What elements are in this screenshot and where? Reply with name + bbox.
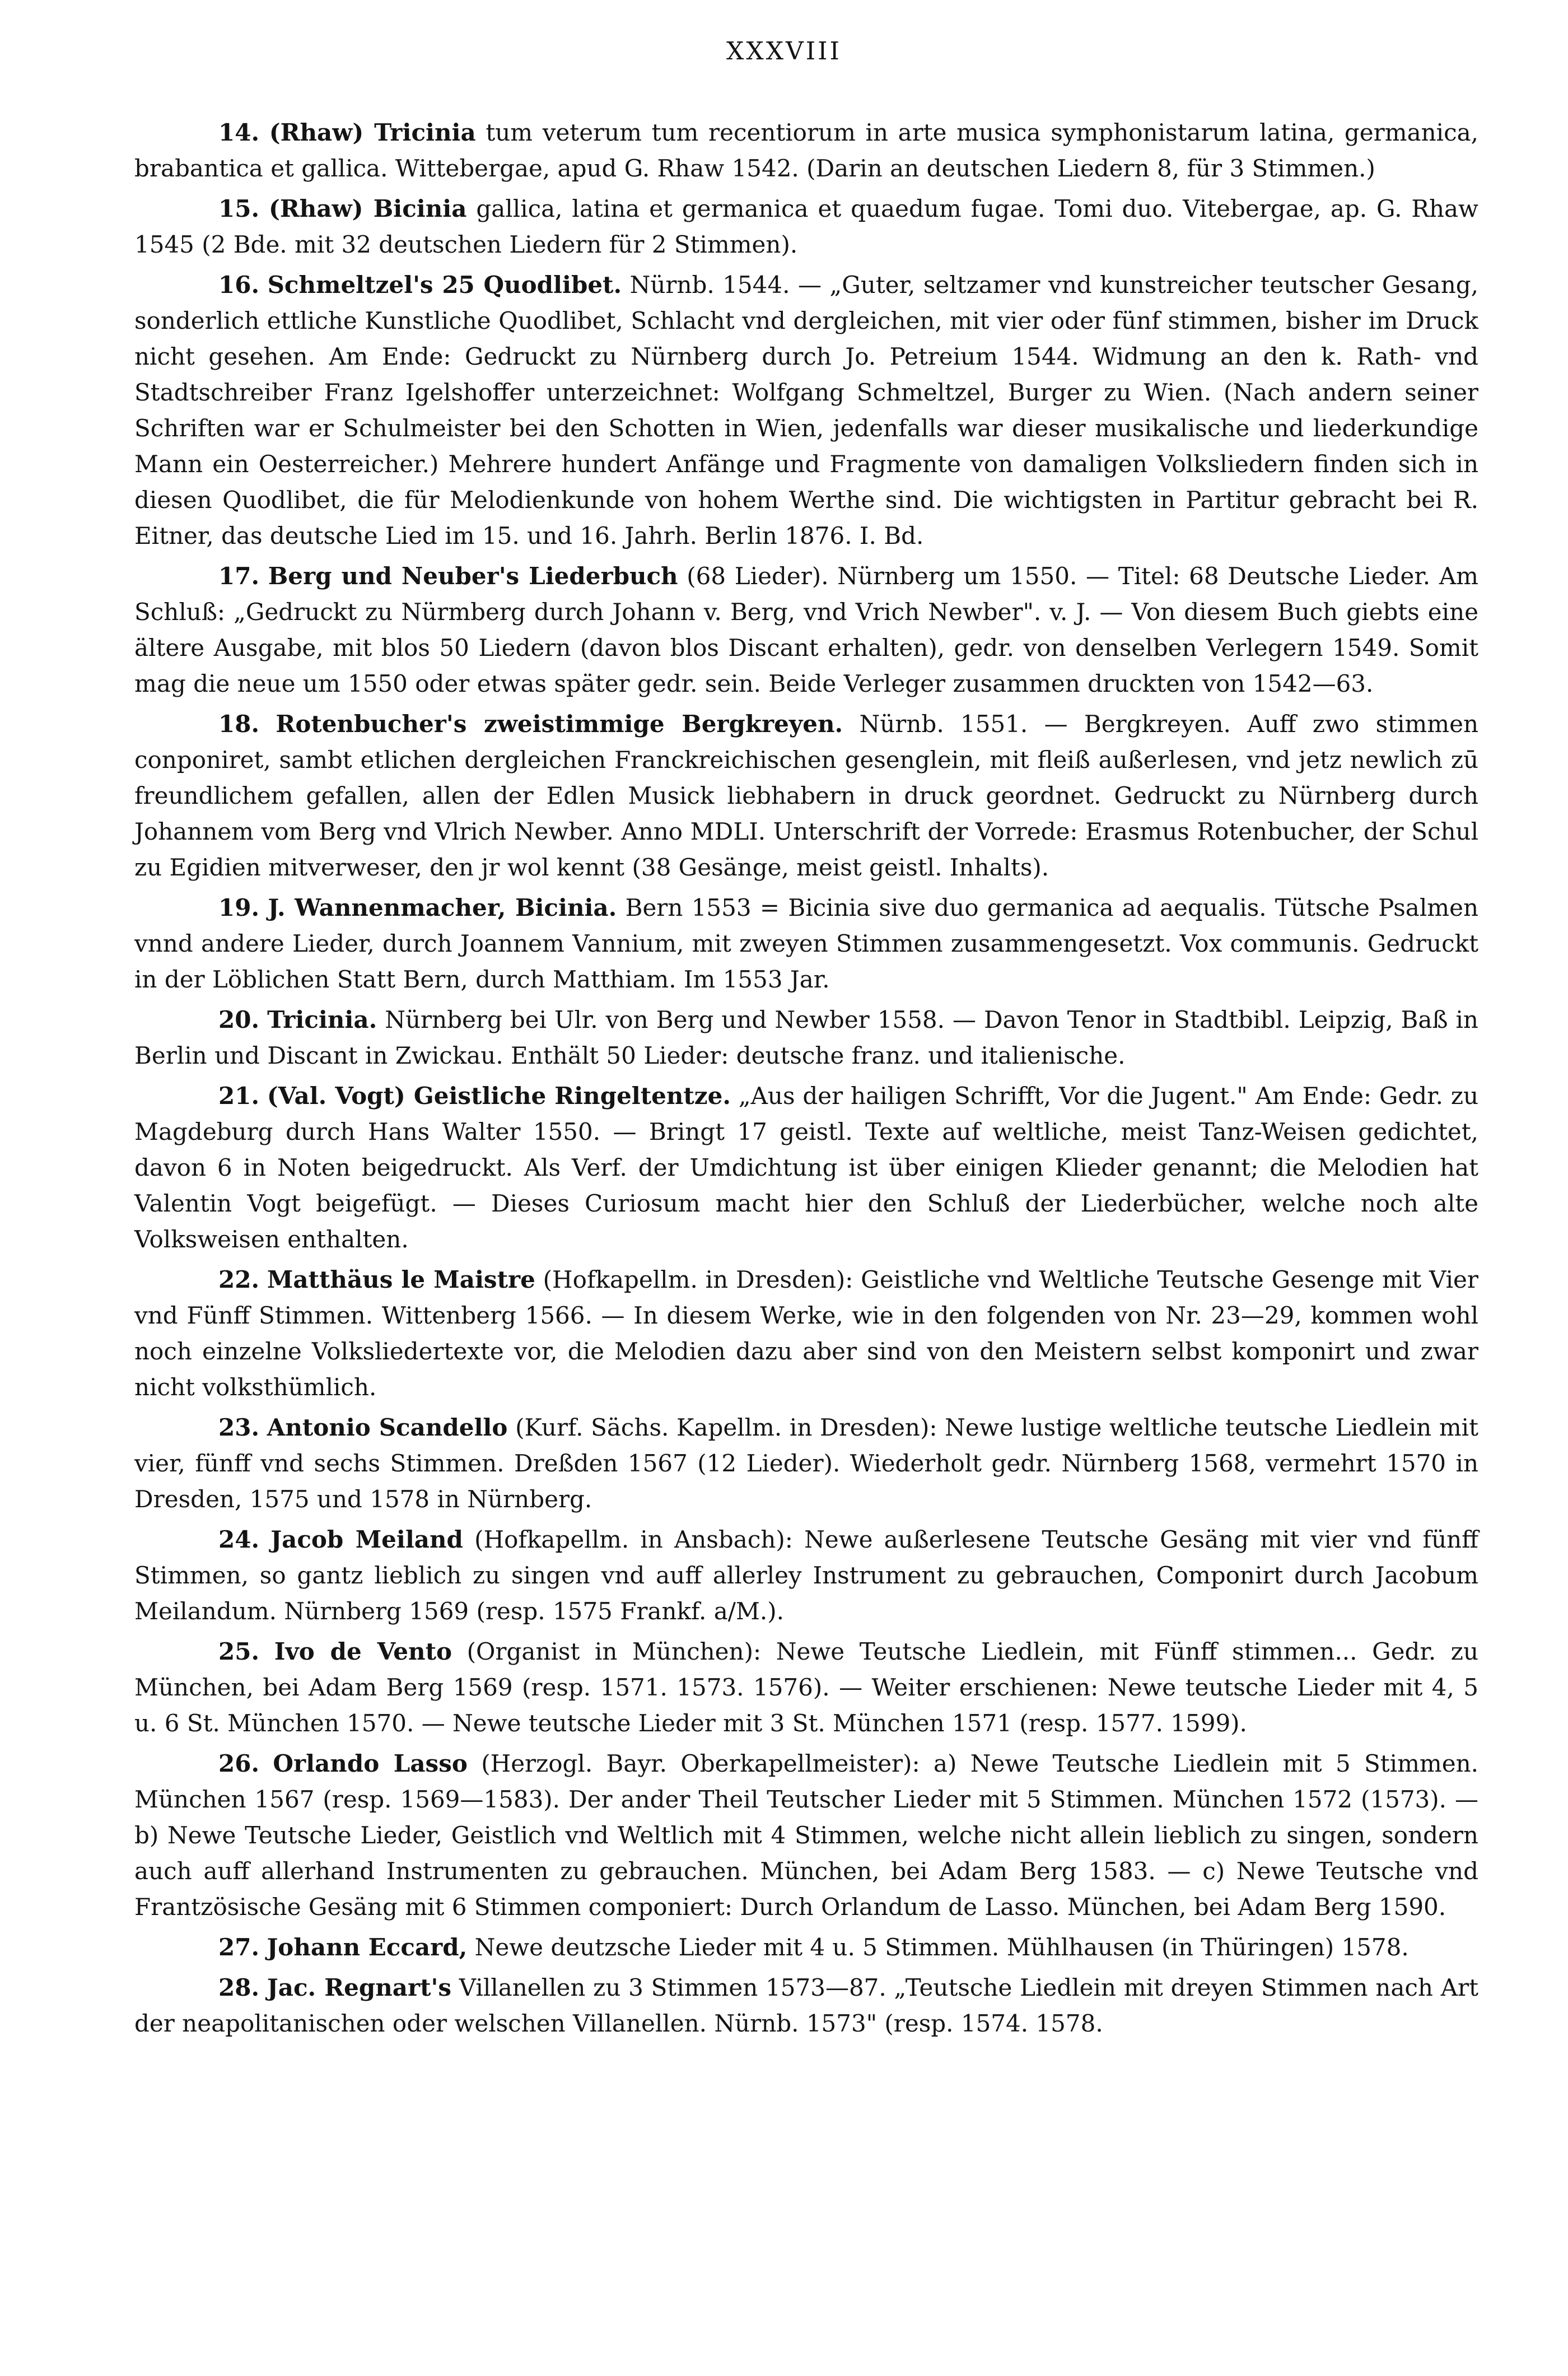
entry-number: 19.	[218, 894, 260, 921]
entry-number: 16.	[218, 271, 260, 299]
entry-text: Bern 1553 = Bicinia sive duo germanica ad aequalis. Tütsche Psalmen vnnd andere Lieder, durch Joannem Vannium, mit zweyen Stimmen zusammengesetzt. Vox communis. Gedruckt in der Löblichen Statt Bern, durch Matthiam. Im 1553 Jar.	[134, 894, 1479, 993]
entry-number: 25.	[218, 1638, 260, 1665]
entry-title: (Rhaw) Bicinia	[269, 195, 467, 222]
entry-number: 23.	[218, 1414, 260, 1441]
entry	[134, 1002, 1478, 1074]
entry-number: 17.	[218, 562, 260, 590]
entry-number: 21.	[218, 1082, 260, 1110]
entry-title: (Val. Vogt) Geistliche Ringeltentze.	[267, 1082, 731, 1110]
entry	[134, 558, 1478, 702]
entry-number: 14.	[218, 119, 260, 146]
entry-number: 26.	[218, 1750, 260, 1777]
entry-number: 20.	[218, 1006, 260, 1033]
entry-title: Antonio Scandello	[267, 1414, 508, 1441]
entry-text: (Organist in München): Newe Teutsche Liedlein, mit Fünff stimmen... Gedr. zu München, bei Adam Berg 1569 (resp. 1571. 1573. 1576). — Weiter erschienen: Newe teutsche Lieder mit 4, 5 u. 6 St. München 1570. — Newe teutsche Lieder mit 3 St. München 1571 (resp. 1577. 1599).	[134, 1638, 1478, 1737]
entry-text: Villanellen zu 3 Stimmen 1573—87. „Teutsche Liedlein mit dreyen Stimmen nach Art der neapolitanischen oder welschen Villanellen. Nürnb. 1573" (resp. 1574. 1578.	[134, 1974, 1479, 2037]
entry-text: Nürnb. 1544. — „Guter, seltzamer vnd kunstreicher teutscher Gesang, sonderlich ettliche Kunstliche Quodlibet, Schlacht vnd dergleichen, mit vier oder fünf stimmen, bisher im Druck nicht gesehen. Am Ende: Gedruckt zu Nürnberg durch Jo. Petreium 1544. Widmung an den k. Rath- vnd Stadtschreiber Franz Igelshoffer unterzeichnet: Wolfgang Schmeltzel, Burger zu Wien. (Nach andern seiner Schriften war er Schulmeister bei den Schotten in Wien, jedenfalls war dieser musikalische und liederkundige Mann ein Oesterreicher.) Mehrere hundert Anfänge und Fragmente von damaligen Volksliedern finden sich in diesen Quodlibet, die für Melodienkunde von hohem Werthe sind. Die wichtigsten in Partitur gebracht bei R. Eitner, das deutsche Lied im 15. und 16. Jahrh. Berlin 1876. I. Bd.	[134, 271, 1478, 549]
entry-title: Orlando Lasso	[273, 1750, 468, 1777]
entry-text: tum veterum tum recentiorum in arte musica symphonistarum latina, germanica, brabantica et gallica. Wittebergae, apud G. Rhaw 1542. (Darin an deutschen Liedern 8, für 3 Stimmen.)	[134, 119, 1479, 182]
entry-title: (Rhaw) Tricinia	[269, 119, 476, 146]
entry-title: Tricinia.	[267, 1006, 377, 1033]
entry-title: Schmeltzel's 25 Quodlibet.	[267, 271, 622, 299]
entry-text: (Herzogl. Bayr. Oberkapellmeister): a) Newe Teutsche Liedlein mit 5 Stimmen. München 1567 (resp. 1569—1583). Der ander Theil Teutscher Lieder mit 5 Stimmen. München 1572 (1573). — b) Newe Teutsche Lieder, Geistlich vnd Weltlich mit 4 Stimmen, welche nicht allein lieblich zu singen, sondern auch auff allerhand Instrumenten zu gebrauchen. München, bei Adam Berg 1583. — c) Newe Teutsche vnd Frantzösische Gesäng mit 6 Stimmen componiert: Durch Orlandum de Lasso. München, bei Adam Berg 1590.	[134, 1750, 1478, 1921]
entry-text: Nürnb. 1551. — Bergkreyen. Auff zwo stimmen conponiret, sambt etlichen dergleichen Franckreichischen gesenglein, mit fleiß außerlesen, vnd jetz newlich zū freundlichem gefallen, allen der Edlen Musick liebhabern in druck geordnet. Gedruckt zu Nürnberg durch Johannem vom Berg vnd Vlrich Newber. Anno MDLI. Unterschrift der Vorrede: Erasmus Rotenbucher, der Schul zu Egidien mitverweser, den jr wol kennt (38 Gesänge, meist geistl. Inhalts).	[134, 710, 1478, 881]
entry-title: Rotenbucher's zweistimmige Bergkreyen.	[276, 710, 843, 738]
entry	[134, 1634, 1478, 1741]
entry-list	[134, 115, 1478, 2046]
entry	[134, 890, 1478, 998]
entry-number: 27.	[218, 1934, 260, 1961]
entry-title: Jacob Meiland	[270, 1526, 463, 1553]
entry	[134, 115, 1478, 187]
entry	[134, 1522, 1478, 1629]
entry-title: Berg und Neuber's Liederbuch	[268, 562, 678, 590]
entry	[134, 1078, 1478, 1257]
entry	[134, 267, 1478, 554]
entry	[134, 706, 1478, 886]
entry	[134, 1970, 1478, 2042]
entry-number: 15.	[218, 195, 260, 222]
entry-text: (68 Lieder). Nürnberg um 1550. — Titel: 68 Deutsche Lieder. Am Schluß: „Gedruckt zu Nürmberg durch Johann v. Berg, vnd Vrich Newber". v. J. — Von diesem Buch giebts eine ältere Ausgabe, mit blos 50 Liedern (davon blos Discant erhalten), gedr. von denselben Verlegern 1549. Somit mag die neue um 1550 oder etwas später gedr. sein. Beide Verleger zusammen druckten von 1542—63.	[134, 562, 1478, 697]
entry-text: (Hofkapellm. in Dresden): Geistliche vnd Weltliche Teutsche Gesenge mit Vier vnd Fünff Stimmen. Wittenberg 1566. — In diesem Werke, wie in den folgenden von Nr. 23—29, kommen wohl noch einzelne Volksliedertexte vor, die Melodien dazu aber sind von den Meistern selbst komponirt und zwar nicht volksthümlich.	[134, 1266, 1478, 1401]
entry-text: gallica, latina et germanica et quaedum fugae. Tomi duo. Vitebergae, ap. G. Rhaw 1545 (2 Bde. mit 32 deutschen Liedern für 2 Stimmen).	[134, 195, 1479, 258]
entry	[134, 191, 1478, 263]
entry-title: Jac. Regnart's	[267, 1974, 451, 2001]
entry-number: 24.	[218, 1526, 260, 1553]
entry-number: 28.	[218, 1974, 260, 2001]
page-number: XXXVIII	[726, 37, 842, 66]
entry-title: J. Wannenmacher, Bicinia.	[268, 894, 617, 921]
entry-text: Nürnberg bei Ulr. von Berg und Newber 1558. — Davon Tenor in Stadtbibl. Leipzig, Baß in Berlin und Discant in Zwickau. Enthält 50 Lieder: deutsche franz. und italienische.	[134, 1006, 1478, 1069]
entry-number: 18.	[218, 710, 260, 738]
entry-number: 22.	[218, 1266, 260, 1293]
entry	[134, 1410, 1478, 1517]
entry-title: Johann Eccard,	[267, 1934, 468, 1961]
entry-text: „Aus der hailigen Schrifft, Vor die Jugent." Am Ende: Gedr. zu Magdeburg durch Hans Walter 1550. — Bringt 17 geistl. Texte auf weltliche, meist Tanz-Weisen gedichtet, davon 6 in Noten beigedruckt. Als Verf. der Umdichtung ist über einigen Klieder genannt; die Melodien hat Valentin Vogt beigefügt. — Dieses Curiosum macht hier den Schluß der Liederbücher, welche noch alte Volksweisen enthalten.	[134, 1082, 1478, 1253]
entry	[134, 1746, 1478, 1925]
entry	[134, 1930, 1478, 1965]
entry-title: Ivo de Vento	[274, 1638, 452, 1665]
entry-text: Newe deutzsche Lieder mit 4 u. 5 Stimmen. Mühlhausen (in Thüringen) 1578.	[474, 1934, 1409, 1961]
entry-title: Matthäus le Maistre	[267, 1266, 535, 1293]
entry	[134, 1262, 1478, 1405]
entry-text: (Kurf. Sächs. Kapellm. in Dresden): Newe lustige weltliche teutsche Liedlein mit vier, fünff vnd sechs Stimmen. Dreßden 1567 (12 Lieder). Wiederholt gedr. Nürnberg 1568, vermehrt 1570 in Dresden, 1575 und 1578 in Nürnberg.	[134, 1414, 1478, 1513]
entry-text: (Hofkapellm. in Ansbach): Newe außerlesene Teutsche Gesäng mit vier vnd fünff Stimmen, so gantz lieblich zu singen vnd auff allerley Instrument zu gebrauchen, Componirt durch Jacobum Meilandum. Nürnberg 1569 (resp. 1575 Frankf. a/M.).	[134, 1526, 1479, 1625]
